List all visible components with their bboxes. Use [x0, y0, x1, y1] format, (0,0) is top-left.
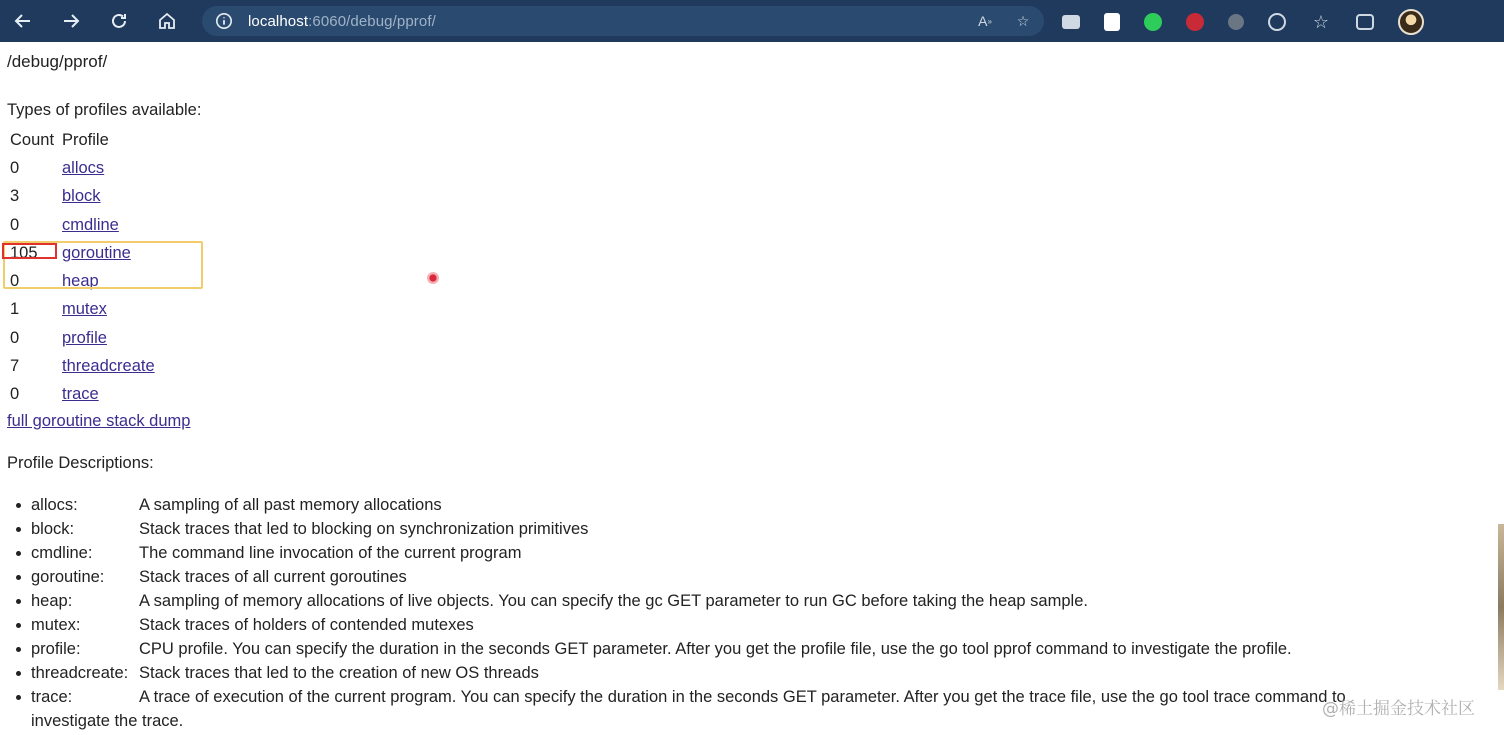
description-name: block: [31, 520, 75, 538]
table-row [9, 381, 156, 409]
list-item [31, 541, 1501, 565]
description-name: goroutine: [31, 568, 105, 586]
list-item [31, 661, 1501, 685]
profile-count: 0 [10, 385, 20, 404]
profile-count: 0 [10, 215, 20, 234]
url-path: :6060/debug/pprof/ [308, 12, 436, 30]
profile-count: 0 [10, 328, 20, 347]
profile-count: 0 [10, 272, 20, 291]
list-item [31, 565, 1501, 589]
descriptions-label: Profile Descriptions: [7, 454, 154, 472]
info-icon[interactable] [214, 11, 234, 31]
page-path: /debug/pprof/ [7, 52, 108, 71]
description-text: A trace of execution of the current program. You can specify the duration in the seconds GET parameter. After you get the trace file, use the go tool trace command to [139, 688, 1346, 706]
profile-avatar[interactable] [1398, 9, 1424, 35]
list-item [31, 613, 1501, 637]
browser-toolbar [0, 0, 1504, 42]
profile-link-cmdline[interactable]: cmdline [62, 215, 119, 234]
description-text: A sampling of all past memory allocations [139, 496, 442, 514]
description-name: trace: [31, 688, 73, 706]
profile-link-trace[interactable]: trace [62, 385, 99, 404]
profile-count: 3 [10, 187, 20, 206]
description-text: Stack traces that led to blocking on synchronization primitives [139, 520, 589, 538]
table-header-row [9, 126, 156, 154]
shield-extension-icon[interactable] [1104, 13, 1120, 31]
favorite-add-icon[interactable]: ☆ [1016, 12, 1030, 29]
profile-header: Profile [62, 130, 109, 149]
description-text: Stack traces of holders of contended mutexes [139, 616, 474, 634]
table-row [9, 211, 156, 239]
description-name: profile: [31, 640, 81, 658]
address-bar[interactable] [202, 6, 1044, 36]
description-name: threadcreate: [31, 664, 129, 682]
profile-link-threadcreate[interactable]: threadcreate [62, 357, 155, 376]
forward-button[interactable] [54, 4, 88, 38]
count-header: Count [10, 130, 55, 149]
copilot-icon[interactable] [1268, 13, 1286, 31]
description-text: Stack traces that led to the creation of new OS threads [139, 664, 539, 682]
full-goroutine-stack-dump-link[interactable]: full goroutine stack dump [7, 412, 191, 430]
url-text[interactable] [248, 13, 436, 30]
forward-icon [61, 11, 81, 31]
table-row [9, 352, 156, 380]
description-name: heap: [31, 592, 73, 610]
profile-link-goroutine[interactable]: goroutine [62, 243, 131, 262]
profile-link-block[interactable]: block [62, 187, 101, 206]
refresh-button[interactable] [102, 4, 136, 38]
description-text: CPU profile. You can specify the duration in the seconds GET parameter. After you get the profile file, use the go tool pprof command to investigate the profile. [139, 640, 1292, 658]
profile-count: 7 [10, 357, 20, 376]
back-button[interactable] [6, 4, 40, 38]
red-extension-icon[interactable] [1186, 13, 1204, 31]
list-item [31, 589, 1501, 613]
reading-view-icon[interactable] [1062, 15, 1080, 29]
list-item [31, 517, 1501, 541]
table-row [9, 324, 156, 352]
cursor-pointer-icon [427, 272, 439, 284]
description-text: investigate the trace. [31, 712, 184, 730]
table-row [9, 183, 156, 211]
profile-link-profile[interactable]: profile [62, 328, 107, 347]
collections-icon[interactable] [1356, 14, 1374, 30]
edge-image [1498, 524, 1504, 690]
description-text: The command line invocation of the current program [139, 544, 522, 562]
description-name: cmdline: [31, 544, 93, 562]
grey-extension-icon[interactable] [1228, 14, 1244, 30]
list-item [31, 637, 1501, 661]
types-label: Types of profiles available: [7, 101, 202, 119]
highlight-box-red [2, 243, 57, 259]
profile-count: 1 [10, 300, 20, 319]
table-row [9, 296, 156, 324]
description-name: allocs: [31, 496, 78, 514]
back-icon [13, 11, 33, 31]
list-item-continuation [31, 709, 1501, 733]
profile-link-mutex[interactable]: mutex [62, 300, 107, 319]
list-item [31, 685, 1501, 709]
read-aloud-icon[interactable]: A » [978, 13, 992, 29]
profile-count: 105 [10, 243, 38, 262]
description-text: Stack traces of all current goroutines [139, 568, 407, 586]
profile-count: 0 [10, 158, 20, 177]
profile-link-allocs[interactable]: allocs [62, 158, 105, 177]
home-button[interactable] [150, 4, 184, 38]
refresh-icon [109, 11, 129, 31]
description-text: A sampling of memory allocations of live objects. You can specify the gc GET parameter to run GC before taking the heap sample. [139, 592, 1088, 610]
favorites-icon[interactable]: ☆ [1312, 11, 1330, 32]
profile-link-heap[interactable]: heap [62, 272, 99, 291]
list-item [31, 493, 1501, 517]
watermark: @稀土掘金技术社区 [1322, 699, 1475, 719]
url-host: localhost [248, 12, 309, 30]
home-icon [157, 11, 177, 31]
descriptions-list [31, 493, 1501, 733]
description-name: mutex: [31, 616, 81, 634]
table-row [9, 154, 156, 182]
green-extension-icon[interactable] [1144, 13, 1162, 31]
